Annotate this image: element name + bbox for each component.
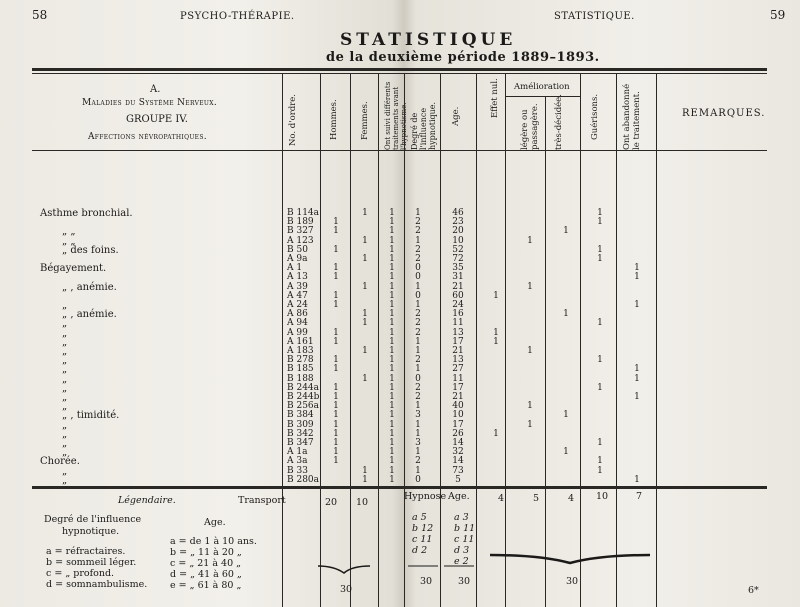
row-prior: 1 [389,300,395,310]
right-page-number: 59 [770,8,786,22]
row-gueris: 1 [597,318,603,329]
row-prior: 1 [389,263,395,274]
row-age: 17 [452,382,464,393]
row-order-number: A 13 [287,272,308,283]
col-rule [440,73,441,607]
row-degree: 3 [415,438,421,448]
row-order-number: B 114a [287,208,320,218]
row-nul: 1 [493,428,499,439]
row-age: 14 [452,456,464,467]
row-prior: 1 [389,346,395,356]
row-label: Asthme bronchial. [40,208,133,219]
row-age: 14 [452,438,464,448]
row-age: 21 [452,346,464,356]
col-rule [378,73,379,607]
row-degree: 1 [415,401,421,412]
row-prior: 1 [389,410,395,421]
row-order-number: A 24 [287,300,308,310]
row-nul: 1 [493,336,499,347]
row-age: 17 [452,419,464,430]
row-men: 1 [333,300,339,310]
row-label: „ [62,392,68,403]
row-order-number: B 185 [287,364,314,375]
row-prior: 1 [389,355,395,366]
row-gueris: 1 [597,382,603,393]
transport-rule [32,486,767,489]
col-rule [320,73,321,607]
row-men: 1 [333,456,339,467]
row-prior: 1 [389,438,395,448]
row-abandon: 1 [634,392,640,402]
row-degree: 2 [415,327,421,338]
row-men: 1 [333,272,339,283]
col-men: Hommes. [329,99,339,140]
row-women: 1 [362,208,368,218]
total-gueris: 10 [596,491,609,502]
age-label: Age. [448,491,470,502]
row-order-number: B 342 [287,428,314,439]
row-label: „ [62,336,68,348]
row-women: 1 [362,235,368,246]
row-decidee: 1 [563,447,569,458]
signature-mark: 6* [748,585,759,596]
row-label: „ [62,364,68,376]
hyp-count: b 12 [412,523,434,534]
row-age: 20 [452,226,464,237]
row-prior: 1 [389,364,395,375]
row-abandon: 1 [634,300,640,310]
row-label: „ [62,346,68,357]
row-order-number: A 39 [287,281,308,292]
row-label: „ , timidité. [62,410,120,422]
total-abandon: 7 [636,491,643,502]
age-count: c 11 [454,534,475,545]
row-men: 1 [333,401,339,412]
row-order-number: A 9a [287,254,308,264]
row-label: „ [62,318,68,330]
row-label: „ , anémie. [62,281,117,293]
row-prior: 1 [389,373,395,384]
row-prior: 1 [389,382,395,393]
row-decidee: 1 [563,309,569,320]
row-age: 32 [452,447,464,458]
age-line: b = „ 11 à 20 „ [170,547,242,558]
row-gueris: 1 [597,254,603,264]
row-order-number: B 244b [287,392,320,402]
row-nul: 1 [493,290,499,301]
age-line: c = „ 21 à 40 „ [170,558,242,569]
row-men: 1 [333,419,339,430]
row-degree: 2 [415,254,421,264]
age-line: d = „ 41 à 60 „ [170,569,242,580]
row-age: 31 [452,272,464,283]
row-leger: 1 [527,401,533,412]
row-order-number: A 123 [287,235,314,246]
row-prior: 1 [389,318,395,329]
row-degree: 1 [415,336,421,347]
hypnose-label: Hypnose [404,491,447,502]
row-age: 23 [452,217,464,228]
section-title: Maladies du Système Nerveux. [82,98,217,108]
row-degree: 0 [415,290,421,301]
row-age: 11 [452,373,464,384]
row-order-number: B 50 [287,244,308,255]
row-prior: 1 [389,226,395,237]
row-degree: 0 [415,373,421,384]
amelioration-rule [505,96,580,97]
row-degree: 2 [415,382,421,393]
total-leger: 5 [533,493,540,504]
row-age: 21 [452,392,464,402]
row-prior: 1 [389,447,395,458]
row-degree: 2 [415,392,421,402]
col-rule [616,73,617,607]
left-page-number: 58 [32,8,48,22]
row-men: 1 [333,263,339,274]
row-age: 52 [452,244,464,255]
row-label: „ [62,300,68,311]
legendaire-label: Légendaire. [118,495,176,506]
degre-line: d = somnambulisme. [46,579,148,590]
row-degree: 2 [415,217,421,228]
row-label: „ des foins. [62,244,119,256]
row-order-number: B 244a [287,382,320,393]
group-subtitle: Affections névropathiques. [88,132,207,142]
row-men: 1 [333,382,339,393]
row-order-number: B 33 [287,465,308,476]
row-label: Bégayement. [40,263,107,275]
row-age: 24 [452,300,464,310]
sum-age: 30 [458,576,471,587]
col-rule [580,73,581,607]
row-degree: 1 [415,346,421,356]
row-abandon: 1 [634,474,640,485]
row-women: 1 [362,373,368,384]
row-label: „ , anémie. [62,309,117,321]
row-label: „ [62,355,68,367]
row-prior: 1 [389,244,395,255]
row-gueris: 1 [597,208,603,218]
row-order-number: A 183 [287,346,314,356]
row-men: 1 [333,217,339,228]
row-age: 27 [452,364,464,375]
row-women: 1 [362,281,368,292]
row-label: „ „ [62,235,76,247]
row-age: 5 [455,474,461,485]
col-leger: légère ou passagère. [520,103,540,150]
row-label: „ [62,447,68,459]
row-men: 1 [333,447,339,458]
col-gueris: Guérisons. [590,93,600,140]
row-degree: 2 [415,244,421,255]
age-count: e 2 [454,556,469,567]
row-degree: 1 [415,300,421,310]
row-decidee: 1 [563,226,569,237]
row-order-number: A 1a [287,447,308,458]
row-label: „ [62,428,68,440]
row-age: 73 [452,465,464,476]
age-line: e = „ 61 à 80 „ [170,580,242,591]
table-subtitle: de la deuxième période 1889–1893. [326,50,600,65]
degre-subtitle: hypnotique. [62,526,120,537]
age-line: a = de 1 à 10 ans. [170,536,257,547]
row-degree: 3 [415,410,421,421]
row-order-number: B 384 [287,410,314,421]
row-prior: 1 [389,281,395,292]
col-order: No. d'ordre. [288,93,298,146]
row-degree: 1 [415,465,421,476]
col-prior: Ont suivi différents traitements avant l'hypnotisme. [384,81,408,150]
row-label: „ [62,373,68,385]
row-men: 1 [333,244,339,255]
row-prior: 1 [389,235,395,246]
row-men: 1 [333,438,339,448]
total-decidee: 4 [568,493,575,504]
row-men: 1 [333,327,339,338]
row-degree: 2 [415,309,421,320]
row-label: Chorée. [40,456,80,468]
degre-line: a = réfractaires. [46,546,126,557]
row-age: 72 [452,254,464,264]
row-order-number: B 327 [287,226,314,237]
row-gueris: 1 [597,217,603,228]
row-prior: 1 [389,208,395,218]
col-rule [282,73,283,607]
row-order-number: B 278 [287,355,314,366]
row-age: 11 [452,318,464,329]
col-decidee: très-décidée. [554,94,564,150]
transport-label: Transport [238,495,286,506]
age-count: b 11 [454,523,476,534]
total-women: 10 [356,497,369,508]
row-age: 60 [452,290,464,301]
row-age: 13 [452,355,464,366]
row-women: 1 [362,254,368,264]
row-order-number: A 3a [287,456,308,467]
section-letter: A. [150,84,161,95]
row-age: 10 [452,410,464,421]
row-age: 16 [452,309,464,320]
col-remarques: REMARQUES. [682,108,766,119]
row-label: „ [62,474,68,486]
row-degree: 1 [415,419,421,430]
degre-title: Degré de l'influence [44,514,142,525]
col-degree: Degré de l'influence hypnotique. [410,101,437,150]
sum-results: 30 [566,576,579,587]
col-abandon: Ont abandonné le traitement. [622,83,642,150]
row-degree: 0 [415,263,421,274]
row-men: 1 [333,226,339,237]
row-age: 35 [452,263,464,274]
row-prior: 1 [389,419,395,430]
row-prior: 1 [389,327,395,338]
row-degree: 1 [415,428,421,439]
row-order-number: A 94 [287,318,308,329]
row-men: 1 [333,364,339,375]
row-degree: 1 [415,447,421,458]
row-leger: 1 [527,281,533,292]
row-age: 40 [452,401,464,412]
row-order-number: B 189 [287,217,314,228]
col-age: Age. [451,106,461,126]
row-prior: 1 [389,392,395,402]
row-label: „ [62,382,68,394]
row-age: 46 [452,208,464,218]
col-nul: Effet nul. [490,78,500,118]
row-order-number: B 256a [287,401,320,412]
age-count: a 3 [454,512,469,523]
row-degree: 0 [415,474,421,485]
row-degree: 1 [415,208,421,218]
row-degree: 1 [415,235,421,246]
row-men: 1 [333,410,339,421]
table-title: STATISTIQUE [340,30,517,50]
degre-line: c = „ profond. [46,568,115,579]
row-degree: 1 [415,281,421,292]
row-degree: 2 [415,355,421,366]
right-running-head: STATISTIQUE. [554,11,635,22]
row-label: „ [62,438,68,449]
row-degree: 2 [415,456,421,467]
row-order-number: B 347 [287,438,314,448]
col-rule [656,73,657,607]
total-nul: 4 [498,493,505,504]
row-abandon: 1 [634,272,640,283]
row-abandon: 1 [634,364,640,375]
age-legend-title: Age. [204,517,226,528]
row-degree: 1 [415,364,421,375]
row-women: 1 [362,309,368,320]
row-degree: 2 [415,226,421,237]
row-label: „ [62,465,68,477]
row-label: „ [62,419,68,431]
hyp-count: c 11 [412,534,433,545]
row-age: 17 [452,336,464,347]
row-gueris: 1 [597,355,603,366]
row-women: 1 [362,465,368,476]
row-order-number: B 309 [287,419,314,430]
row-prior: 1 [389,336,395,347]
row-men: 1 [333,392,339,402]
total-men: 20 [325,497,338,508]
row-prior: 1 [389,217,395,228]
top-rule [32,68,767,71]
col-rule [404,73,405,607]
row-prior: 1 [389,272,395,283]
row-prior: 1 [389,309,395,320]
group-title: GROUPE IV. [126,114,188,125]
row-leger: 1 [527,419,533,430]
row-leger: 1 [527,235,533,246]
row-women: 1 [362,474,368,485]
row-order-number: A 99 [287,327,308,338]
hyp-count: a 5 [412,512,427,523]
row-prior: 1 [389,290,395,301]
row-age: 10 [452,235,464,246]
row-label: „ [62,327,68,339]
row-nul: 1 [493,327,499,338]
row-prior: 1 [389,254,395,264]
degre-line: b = sommeil léger. [46,557,137,568]
row-prior: 1 [389,428,395,439]
row-men: 1 [333,428,339,439]
row-men: 1 [333,290,339,301]
age-count: d 3 [454,545,470,556]
row-order-number: B 188 [287,373,314,384]
row-women: 1 [362,318,368,329]
row-degree: 2 [415,318,421,329]
col-women: Femmes. [360,101,370,140]
row-abandon: 1 [634,263,640,274]
row-label: „ [62,401,68,413]
sum-hypnose: 30 [420,576,433,587]
row-label: „ „ [62,226,76,238]
row-prior: 1 [389,465,395,476]
row-leger: 1 [527,346,533,356]
row-men: 1 [333,355,339,366]
row-prior: 1 [389,401,395,412]
row-gueris: 1 [597,438,603,448]
row-abandon: 1 [634,373,640,384]
row-age: 13 [452,327,464,338]
row-order-number: A 86 [287,309,308,320]
row-prior: 1 [389,474,395,485]
row-prior: 1 [389,456,395,467]
hyp-count: d 2 [412,545,428,556]
row-women: 1 [362,346,368,356]
row-order-number: A 1 [287,263,303,274]
row-age: 26 [452,428,464,439]
col-rule [476,73,477,607]
row-order-number: A 47 [287,290,308,301]
row-order-number: B 280a [287,474,320,485]
col-amelioration: Amélioration [514,82,570,92]
col-rule [350,73,351,607]
row-degree: 0 [415,272,421,283]
left-running-head: PSYCHO-THÉRAPIE. [180,11,295,22]
row-gueris: 1 [597,456,603,467]
row-gueris: 1 [597,465,603,476]
sum-sex: 30 [340,584,353,595]
row-decidee: 1 [563,410,569,421]
row-order-number: A 161 [287,336,314,347]
row-age: 21 [452,281,464,292]
row-gueris: 1 [597,244,603,255]
col-rule [545,97,546,607]
row-men: 1 [333,336,339,347]
